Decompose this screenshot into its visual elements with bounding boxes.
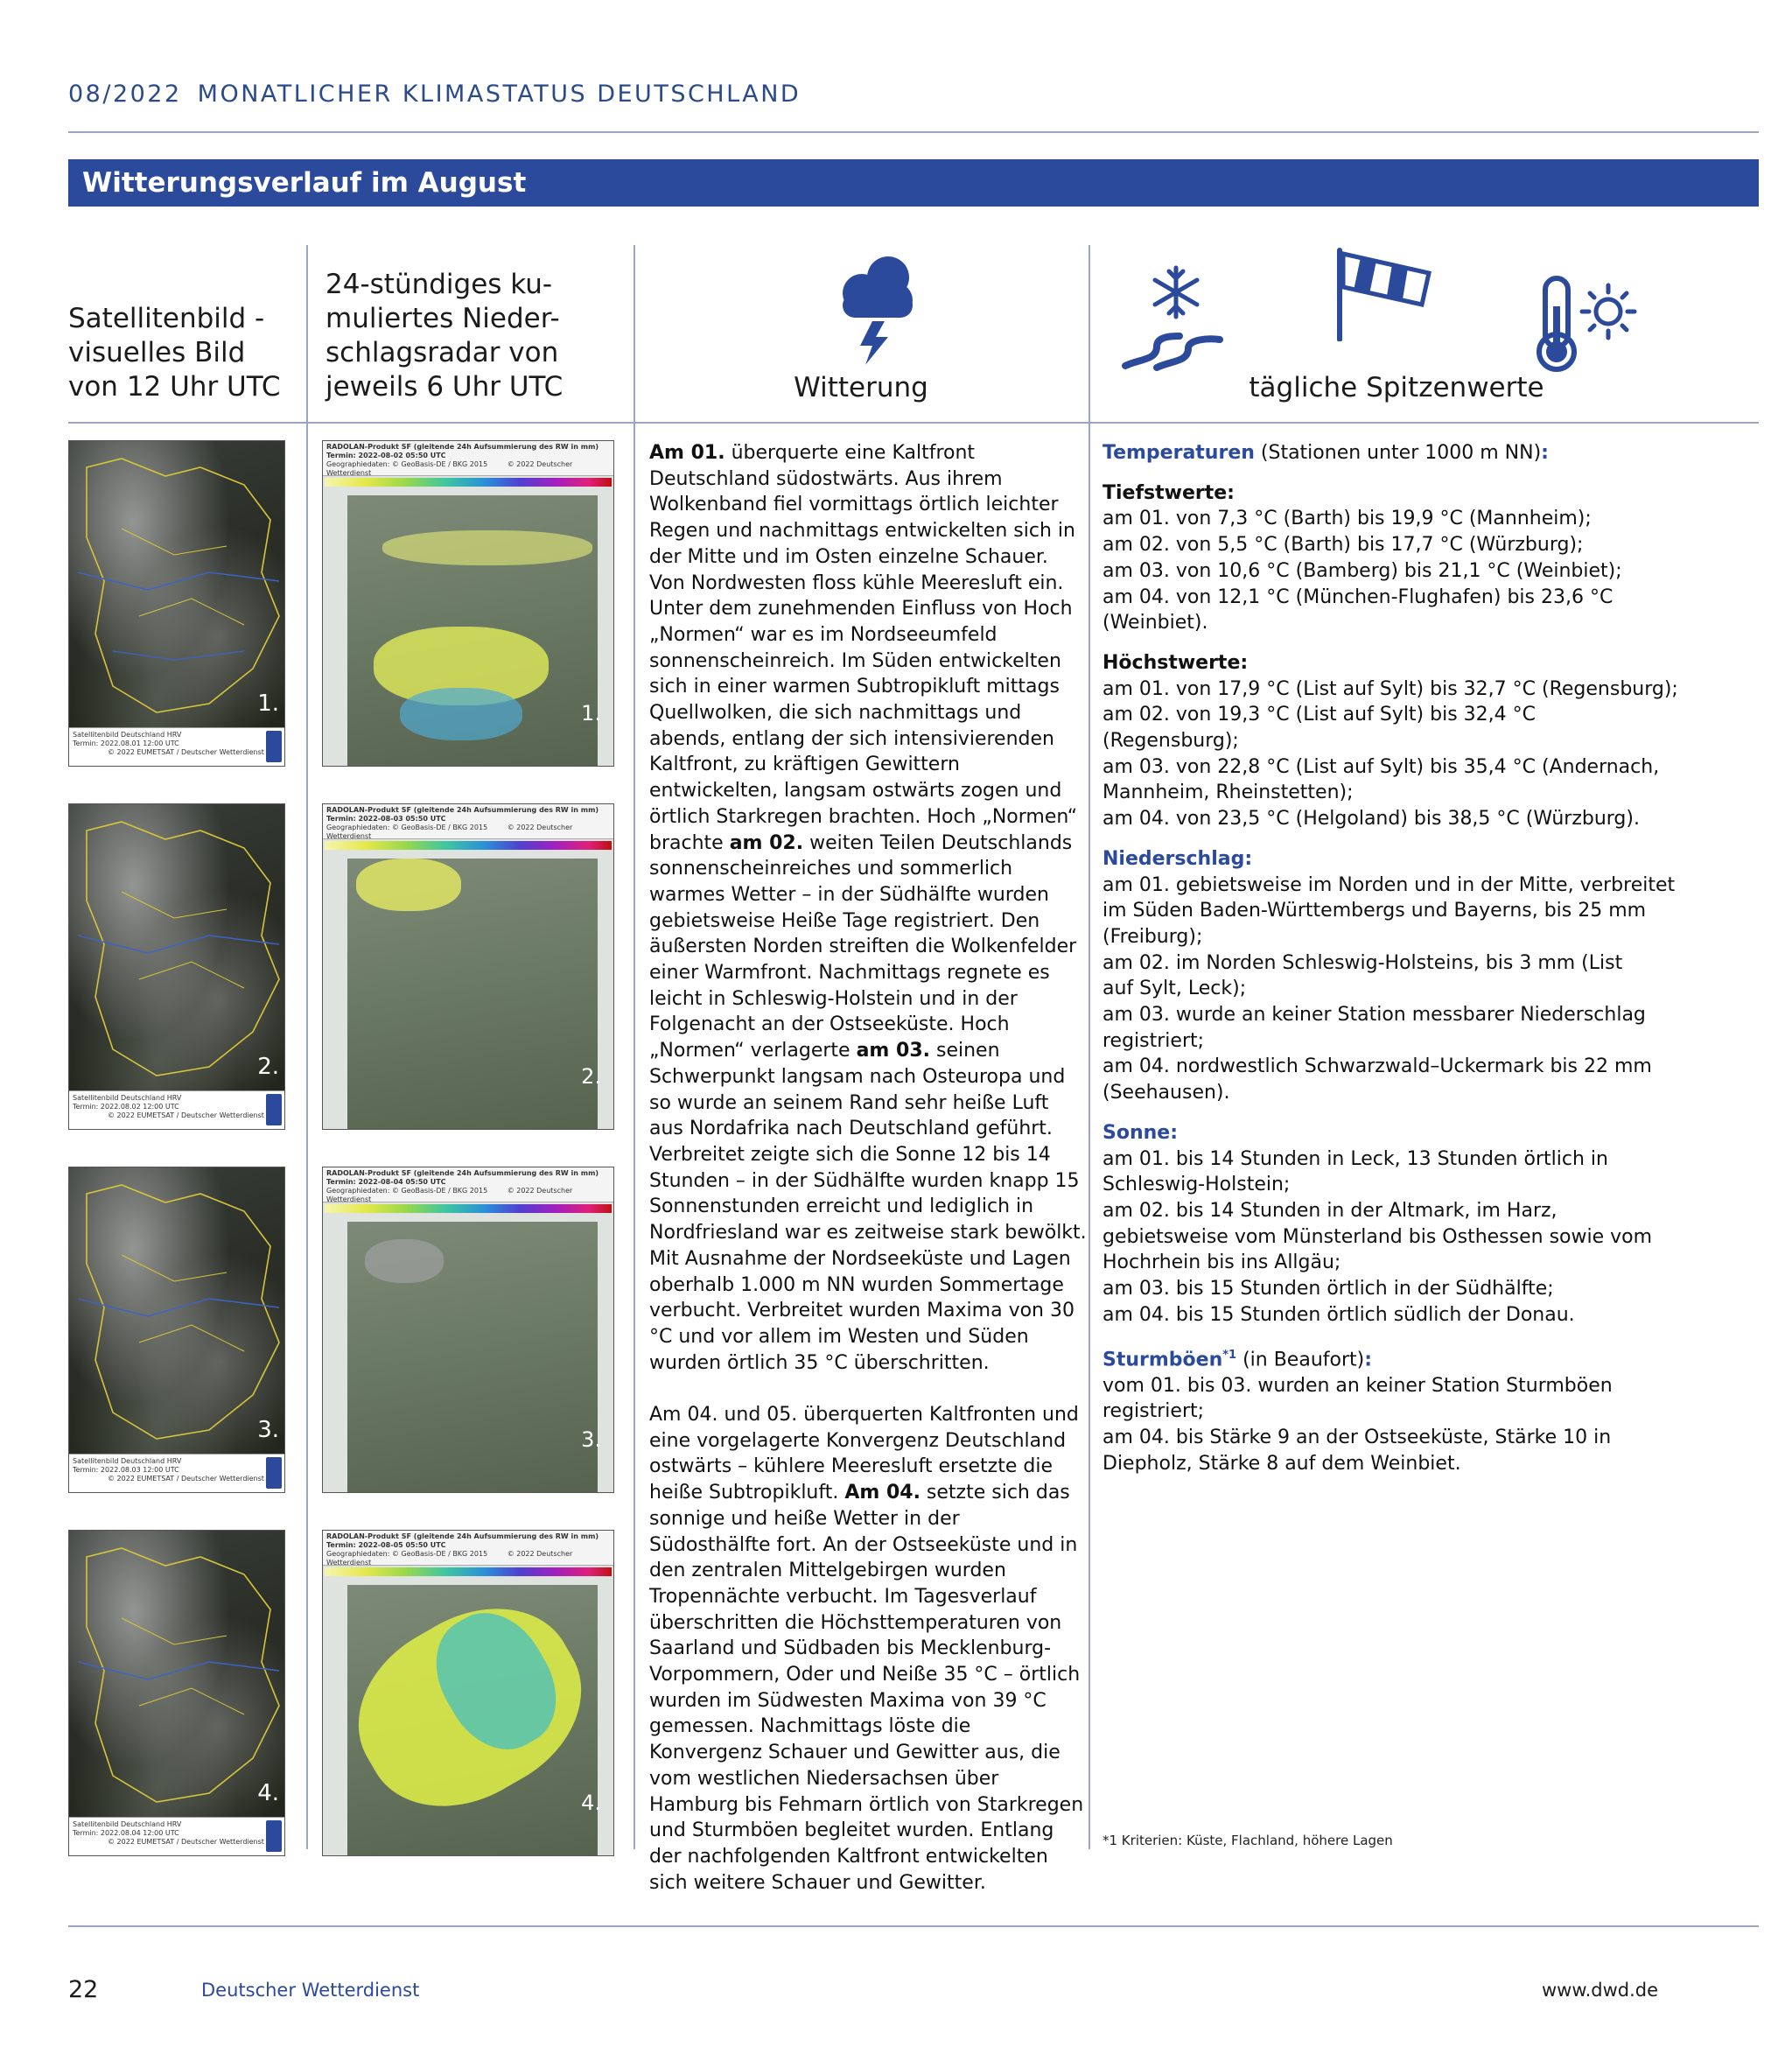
spacer <box>1102 832 1750 846</box>
gusts-line: am 04. bis Stärke 9 an der Ostseeküste, Stärke 10 in Diepholz, Stärke 8 auf dem Weinbiet. <box>1102 1426 1612 1475</box>
min-value-line: am 02. von 5,5 °C (Barth) bis 17,7 °C (Würzburg); <box>1102 534 1584 557</box>
max-value-line: am 02. von 19,3 °C (List auf Sylt) bis 32,4 °C (Regensburg); <box>1102 704 1536 753</box>
header-line: 24-stündiges ku- <box>326 269 553 300</box>
date-label: am 03. <box>856 1040 930 1062</box>
max-value-line: am 03. von 22,8 °C (List auf Sylt) bis 35,4 °C (Andernach, Mannheim, Rheinstetten); <box>1102 755 1660 804</box>
precipitation-scale <box>325 1567 612 1576</box>
header-line: muliertes Nieder- <box>326 303 560 334</box>
dwd-logo <box>266 1094 282 1125</box>
issue-label: 08/2022 <box>68 81 182 108</box>
image-number: 2. <box>581 1064 601 1089</box>
image-caption <box>69 1817 284 1855</box>
page-number: 22 <box>68 1976 99 2003</box>
text-run: weiten Teilen Deutschlands sonnenscheinreiches und sommerlich warmes Wetter – in der Südhälfte wurden gebietsweise Heiße Tage registriert. Den äußersten Norden streiften die Wolkenfelder einer Warmfront. Nachmittags regnete es leicht in Schleswig-Holstein und in der Folgenacht an der Ostseeküste. Hoch „Normen“ verlagerte <box>649 831 1077 1062</box>
temperature-heading <box>1102 440 1750 466</box>
radar-credits <box>326 824 610 841</box>
image-number: 4. <box>581 1791 601 1815</box>
precip-area <box>382 530 592 565</box>
precip-area <box>400 688 522 740</box>
weather-paragraph <box>649 1402 1087 1896</box>
satellite-image-4 <box>68 1530 285 1856</box>
spacer <box>1102 636 1750 650</box>
gusts-heading <box>1102 1342 1750 1373</box>
image-caption <box>69 1090 284 1129</box>
gusts-title: Sturmböen <box>1102 1348 1223 1371</box>
header-line: schlagsradar von <box>326 337 559 368</box>
precipitation-line: am 03. wurde an keiner Station messbarer Niederschlag registriert; <box>1102 1004 1646 1052</box>
image-number: 3. <box>257 1417 279 1443</box>
weather-paragraph <box>649 440 1087 1376</box>
radar-termin: Termin: 2022-08-02 05:50 UTC <box>326 452 446 459</box>
organization-name: Deutscher Wetterdienst <box>201 1980 420 2001</box>
footer-rule <box>68 1925 1759 1927</box>
radar-title <box>323 1167 613 1202</box>
min-values-title: Tiefstwerte: <box>1102 481 1235 504</box>
precipitation-scale <box>325 1204 612 1213</box>
radar-copyright: © 2022 Deutscher Wetterdienst <box>326 1187 573 1203</box>
radar-termin: Termin: 2022-08-05 05:50 UTC <box>326 1541 446 1549</box>
heading-colon: : <box>1364 1348 1373 1371</box>
radar-map <box>347 1585 598 1855</box>
radar-image-2 <box>322 803 614 1130</box>
temperature-note: (Stationen unter 1000 m NN) <box>1254 442 1542 464</box>
radar-product: RADOLAN-Produkt SF (gleitende 24h Aufsummierung des RW in mm) <box>326 1169 599 1177</box>
caption-line: © 2022 EUMETSAT / Deutscher Wetterdienst <box>108 1475 264 1483</box>
text-run: setzte sich das sonnige und heiße Wetter in der Südosthälfte fort. An der Ostseeküste und in den zentralen Mittelgebirgen wurden Tropennächte verbucht. Im Tagesverlauf überschritten die Höchsttemperaturen von Saarland und Südbaden bis Mecklenburg-Vorpommern, Oder und Neiße 35 °C – örtlich wurden im Südwesten Maxima von 39 °C gemessen. Nachmittags löste die Konvergenz Schauer und Gewitter aus, die vom westlichen Niedersachsen über Hamburg bis Fehmarn örtlich von Starkregen und Sturmböen begleitet wurden. Entlang der nachfolgenden Kaltfront entwickelten sich weitere Schauer und Gewitter. <box>649 1482 1084 1894</box>
thermometer-sun-icon <box>1533 271 1638 375</box>
header-rule <box>68 131 1759 133</box>
radar-product: RADOLAN-Produkt SF (gleitende 24h Aufsummierung des RW in mm) <box>326 1532 599 1540</box>
header-line: Satellitenbild - <box>68 303 265 334</box>
radar-map <box>347 1222 598 1492</box>
satellite-column-header <box>68 302 304 404</box>
sunshine-line: am 02. bis 14 Stunden in der Altmark, im Harz, gebietsweise vom Münsterland bis Osthessen sowie vom Hochrhein bis ins Allgäu; <box>1102 1199 1653 1274</box>
caption-line: Termin: 2022.08.04 12:00 UTC <box>73 1829 179 1837</box>
radar-termin: Termin: 2022-08-03 05:50 UTC <box>326 815 446 823</box>
precipitation-scale <box>325 841 612 850</box>
radar-copyright: © 2022 Deutscher Wetterdienst <box>326 1550 573 1567</box>
caption-line: © 2022 EUMETSAT / Deutscher Wetterdienst <box>108 748 264 756</box>
radar-title <box>323 441 613 476</box>
sunshine-line: am 03. bis 15 Stunden örtlich in der Südhälfte; <box>1102 1278 1554 1300</box>
country-borders <box>69 441 285 730</box>
min-value-line: am 01. von 7,3 °C (Barth) bis 19,9 °C (Mannheim); <box>1102 508 1592 530</box>
radar-credits <box>326 460 610 478</box>
temperature-title: Temperaturen <box>1102 442 1255 464</box>
precipitation-line: am 01. gebietsweise im Norden und in der Mitte, verbreitet im Süden Baden-Württembergs und Bayerns, bis 25 mm (Freiburg); <box>1102 873 1676 948</box>
radar-copyright: © 2022 Deutscher Wetterdienst <box>326 460 573 477</box>
header-line: von 12 Uhr UTC <box>68 371 281 403</box>
peaks-column-header: tägliche Spitzenwerte <box>1249 372 1544 403</box>
caption-line: © 2022 EUMETSAT / Deutscher Wetterdienst <box>108 1838 264 1846</box>
date-label: Am 04. <box>844 1482 920 1504</box>
radar-credit: Geographiedaten: © GeoBasis-DE / BKG 2015 <box>326 1187 488 1195</box>
spacer <box>1102 1328 1750 1342</box>
max-values-title: Höchstwerte: <box>1102 651 1249 674</box>
image-caption <box>69 1454 284 1492</box>
radar-image-1 <box>322 440 614 767</box>
precip-area <box>365 1239 444 1283</box>
precipitation-line: am 04. nordwestlich Schwarzwald–Uckermark bis 22 mm (Seehausen). <box>1102 1055 1652 1104</box>
gusts-note: (in Beaufort) <box>1236 1348 1365 1371</box>
sunshine-line: am 04. bis 15 Stunden örtlich südlich der Donau. <box>1102 1303 1575 1326</box>
snowflake-road-icon <box>1122 263 1227 371</box>
website-link[interactable]: www.dwd.de <box>1542 1980 1659 2001</box>
radar-image-4 <box>322 1530 614 1856</box>
country-borders <box>69 1531 285 1819</box>
satellite-image-3 <box>68 1167 285 1493</box>
gusts-line: vom 01. bis 03. wurden an keiner Station Sturmböen registriert; <box>1102 1374 1613 1423</box>
radar-map <box>347 859 598 1129</box>
section-title: Witterungsverlauf im August <box>68 159 1759 207</box>
radar-copyright: © 2022 Deutscher Wetterdienst <box>326 824 573 840</box>
peak-values <box>1102 440 1750 1476</box>
text-run: Am 04. und 05. überquerten Kaltfronten und eine vorgelagerte Konvergenz Deutschland ostwärts – kühlere Meeresluft ersetzte die heiße Subtropikluft. <box>649 1404 1079 1504</box>
caption-line: © 2022 EUMETSAT / Deutscher Wetterdienst <box>108 1111 264 1119</box>
radar-map <box>347 495 598 766</box>
radar-image-3 <box>322 1167 614 1493</box>
min-value-line: am 04. von 12,1 °C (München-Flughafen) bis 23,6 °C (Weinbiet). <box>1102 585 1614 634</box>
min-value-line: am 03. von 10,6 °C (Bamberg) bis 21,1 °C (Weinbiet); <box>1102 559 1622 582</box>
document-header <box>68 81 801 108</box>
radar-credits <box>326 1187 610 1204</box>
precipitation-line: am 02. im Norden Schleswig-Holsteins, bis 3 mm (List auf Sylt, Leck); <box>1102 951 1623 1000</box>
dwd-logo <box>266 1457 282 1489</box>
radar-column-header <box>326 268 632 404</box>
dwd-logo <box>266 1820 282 1852</box>
sunshine-title: Sonne: <box>1102 1121 1179 1144</box>
weather-description <box>649 440 1087 1896</box>
radar-credits <box>326 1550 610 1567</box>
header-line: jeweils 6 Uhr UTC <box>326 371 564 403</box>
radar-credit: Geographiedaten: © GeoBasis-DE / BKG 2015 <box>326 460 488 468</box>
satellite-image-1 <box>68 440 285 767</box>
image-number: 1. <box>257 691 279 717</box>
header-title: MONATLICHER KLIMASTATUS DEUTSCHLAND <box>197 81 802 108</box>
precipitation-title: Niederschlag: <box>1102 847 1253 870</box>
heading-colon: : <box>1541 442 1549 464</box>
footnote-marker: *1 <box>1222 1348 1237 1362</box>
precip-area <box>356 859 461 911</box>
date-label: am 02. <box>729 831 804 854</box>
caption-line: Termin: 2022.08.01 12:00 UTC <box>73 740 179 747</box>
country-borders <box>69 1167 285 1456</box>
column-header-rule <box>68 422 1759 424</box>
column-divider <box>634 245 635 1849</box>
caption-line: Termin: 2022.08.02 12:00 UTC <box>73 1103 179 1111</box>
weather-column-header: Witterung <box>794 372 928 403</box>
text-run: überquerte eine Kaltfront Deutschland südostwärts. Aus ihrem Wolkenband fiel vormittags örtlich leichter Regen und nachmittags entwickelten sich in der Mitte und im Osten einzelne Schauer. Von Nordwesten floss kühle Meeresluft ein. Unter dem zunehmenden Einfluss von Hoch „Normen“ war es im Nordseeumfeld sonnenscheinreich. Im Süden entwickelten sich in einer warmen Subtropikluft mittags Quellwolken, die sich nachmittags und abends, entlang der sich intensivierenden Kaltfront, zu kräftigen Gewittern entwickelten, langsam ostwärts zogen und örtlich Starkregen brachten. Hoch „Normen“ brachte <box>649 442 1078 854</box>
column-divider <box>1088 245 1090 1849</box>
caption-line: Satellitenbild Deutschland HRV <box>73 731 182 739</box>
caption-line: Satellitenbild Deutschland HRV <box>73 1094 182 1102</box>
date-label: Am 01. <box>649 442 725 464</box>
text-run: seinen Schwerpunkt langsam nach Osteuropa und so wurde an seinem Rand sehr heiße Luft aus Nordafrika nach Deutschland geführt. Verbreitet zeigte sich die Sonne 12 bis 14 Stunden – in der Südhälfte wurden knapp 15 Sonnenstunden erreicht und lediglich in Nordfriesland war es zeitweise stark bewölkt. Mit Ausnahme der Nordseeküste und Lagen oberhalb 1.000 m NN wurden Sommertage verbucht. Verbreitet wurden Maxima von 30 °C und vor allem im Westen und Süden wurden örtlich 35 °C überschritten. <box>649 1040 1087 1374</box>
column-divider <box>306 245 308 1849</box>
header-line: visuelles Bild <box>68 337 246 368</box>
radar-title <box>323 804 613 839</box>
precipitation-scale <box>325 478 612 487</box>
radar-credit: Geographiedaten: © GeoBasis-DE / BKG 2015 <box>326 1550 488 1558</box>
thunderstorm-cloud-icon <box>827 249 923 368</box>
caption-line: Satellitenbild Deutschland HRV <box>73 1820 182 1828</box>
radar-product: RADOLAN-Produkt SF (gleitende 24h Aufsummierung des RW in mm) <box>326 806 599 814</box>
radar-termin: Termin: 2022-08-04 05:50 UTC <box>326 1178 446 1186</box>
dwd-logo <box>266 731 282 762</box>
image-number: 2. <box>257 1054 279 1080</box>
spacer <box>1102 466 1750 480</box>
radar-product: RADOLAN-Produkt SF (gleitende 24h Aufsummierung des RW in mm) <box>326 443 599 451</box>
country-borders <box>69 804 285 1093</box>
footnote: *1 Kriterien: Küste, Flachland, höhere Lagen <box>1102 1833 1393 1848</box>
image-caption <box>69 727 284 766</box>
max-value-line: am 04. von 23,5 °C (Helgoland) bis 38,5 °C (Würzburg). <box>1102 808 1640 831</box>
satellite-image-2 <box>68 803 285 1130</box>
caption-line: Termin: 2022.08.03 12:00 UTC <box>73 1466 179 1474</box>
spacer <box>1102 1106 1750 1120</box>
max-value-line: am 01. von 17,9 °C (List auf Sylt) bis 32,7 °C (Regensburg); <box>1102 677 1678 700</box>
image-number: 3. <box>581 1427 601 1452</box>
radar-title <box>323 1531 613 1566</box>
windsock-icon <box>1334 247 1435 341</box>
caption-line: Satellitenbild Deutschland HRV <box>73 1457 182 1465</box>
image-number: 4. <box>257 1780 279 1806</box>
sunshine-line: am 01. bis 14 Stunden in Leck, 13 Stunden örtlich in Schleswig-Holstein; <box>1102 1147 1608 1196</box>
image-number: 1. <box>581 701 601 726</box>
radar-credit: Geographiedaten: © GeoBasis-DE / BKG 2015 <box>326 824 488 831</box>
